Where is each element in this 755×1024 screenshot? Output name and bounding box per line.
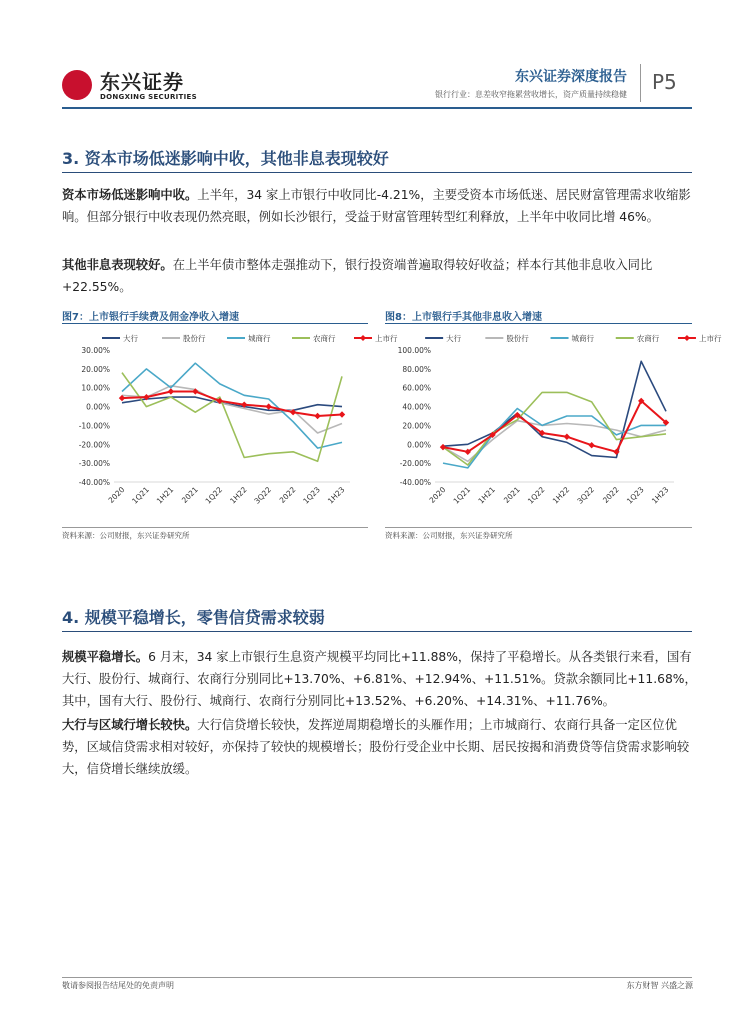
data-point-marker: [168, 388, 174, 394]
figure-7-source-rule: [62, 527, 368, 528]
y-tick-label: 10.00%: [81, 383, 110, 393]
x-tick-label: 1H22: [550, 485, 572, 506]
y-tick-label: 0.00%: [407, 440, 431, 450]
para-text: 大行信贷增长较快，发挥逆周期稳增长的头雁作用；上市城商行、农商行具备一定区位优势，区域信贷需求相对较好，亦保持了较快的规模增长；股份行受企业中长期、居民按揭和消费贷等信贷需求影响较大，信贷增长继续放缓。: [62, 718, 690, 776]
legend-label-0: 大行: [123, 334, 138, 343]
para-text: 上半年，34 家上市银行中收同比-4.21%，主要受资本市场低迷、居民财富管理需求收缩影响。但部分银行中收表现仍然亮眼，例如长沙银行，受益于财富管理转型红利释放，上半年中收同比增 46%。: [62, 188, 691, 224]
figure-8-source-rule: [385, 527, 692, 528]
y-tick-label: 100.00%: [397, 346, 431, 355]
x-tick-label: 1Q22: [525, 485, 547, 506]
legend-marker: [360, 335, 366, 341]
legend-label-4: 上市行: [698, 334, 722, 343]
figure-8-source: 资料来源：公司财报，东兴证券研究所: [385, 531, 513, 540]
legend-marker: [684, 335, 690, 341]
y-tick-label: 20.00%: [81, 364, 110, 374]
y-tick-label: -20.00%: [78, 440, 110, 450]
figure-8-chart: [385, 328, 722, 526]
x-tick-label: 2020: [106, 485, 127, 505]
legend-label-0: 大行: [446, 334, 462, 343]
x-tick-label: 1H22: [228, 485, 249, 506]
x-tick-label: 3Q22: [575, 485, 597, 506]
x-tick-label: 1Q23: [624, 485, 646, 506]
y-tick-label: -40.00%: [78, 478, 110, 487]
x-tick-label: 1H23: [325, 485, 347, 506]
footer-disclaimer: 敬请参阅报告结尾处的免责声明: [62, 981, 174, 990]
figure-7-title: 图7：上市银行手续费及佣金净收入增速: [62, 312, 239, 323]
section-3-title: 3. 资本市场低迷影响中收，其他非息表现较好: [62, 149, 389, 168]
y-tick-label: -30.00%: [78, 459, 110, 469]
header-rule: [62, 107, 692, 109]
legend-label-3: 农商行: [636, 334, 660, 343]
legend-label-2: 城商行: [248, 334, 271, 343]
para-lead: 其他非息表现较好。: [62, 258, 173, 272]
y-tick-label: 0.00%: [86, 402, 110, 412]
figure-8-title: 图8：上市银行手其他非息收入增速: [385, 312, 542, 323]
page-number: P5: [652, 70, 677, 94]
para-text: 在上半年债市整体走强推动下，银行投资端普遍取得较好收益；样本行其他非息收入同比+22.55%。: [62, 258, 653, 294]
x-tick-label: 1H21: [154, 485, 176, 506]
legend-label-1: 股份行: [183, 334, 206, 343]
y-tick-label: 80.00%: [402, 364, 431, 374]
section-3-paragraph-1: [62, 184, 698, 228]
y-tick-label: -40.00%: [399, 478, 431, 487]
header-divider: [640, 64, 641, 102]
report-subtitle: 银行行业：息差收窄拖累营收增长，资产质量持续稳健: [435, 90, 627, 99]
y-tick-label: 20.00%: [402, 421, 431, 431]
x-tick-label: 1Q23: [301, 485, 322, 506]
data-point-marker: [339, 411, 345, 417]
para-lead: 大行与区域行增长较快。: [62, 718, 198, 732]
data-point-marker: [588, 442, 594, 448]
x-tick-label: 1Q22: [203, 485, 225, 506]
company-logo-icon: [62, 70, 92, 100]
x-tick-label: 3Q22: [252, 485, 274, 506]
para-lead: 规模平稳增长。: [62, 650, 149, 664]
footer-rule: [62, 977, 692, 978]
report-title: 东兴证券深度报告: [515, 69, 627, 85]
logo-chinese-name: 东兴证券: [100, 70, 184, 94]
legend-label-1: 股份行: [506, 334, 529, 343]
figure-7-source: 资料来源：公司财报，东兴证券研究所: [62, 531, 190, 540]
legend-label-2: 城商行: [571, 334, 595, 343]
legend-label-3: 农商行: [313, 334, 336, 343]
para-text: 6 月末，34 家上市银行生息资产规模平均同比+11.88%，保持了平稳增长。从各类银行来看，国有大行、股份行、城商行、农商行分别同比+13.70%、+6.81%、+12.94%、+11.51%。贷款余额同比+11.68%，其中，国有大行、股份行、城商行、农商行分别同比+13.52%、+6.20%、+14.31%、+11.76%。: [62, 650, 697, 708]
footer-slogan: 东方财智 兴盛之源: [626, 981, 693, 990]
section-4-paragraph-1: [62, 646, 698, 712]
para-lead: 资本市场低迷影响中收。: [62, 188, 198, 202]
section-3-rule: [62, 172, 692, 173]
series-line-3: [122, 373, 342, 462]
y-tick-label: 60.00%: [402, 383, 431, 393]
x-tick-label: 1Q21: [130, 485, 151, 506]
data-point-marker: [564, 434, 570, 440]
figure-8-rule: [385, 323, 692, 324]
section-3-paragraph-2: [62, 254, 698, 298]
y-tick-label: 30.00%: [81, 346, 110, 355]
series-line-0: [443, 361, 666, 457]
y-tick-label: -20.00%: [399, 459, 431, 469]
x-tick-label: 2021: [501, 485, 522, 505]
data-point-marker: [265, 403, 271, 409]
y-tick-label: -10.00%: [78, 421, 110, 431]
logo-english-name: DONGXING SECURITIES: [100, 93, 197, 101]
section-4-paragraph-2: [62, 714, 698, 780]
figure-7-rule: [62, 323, 368, 324]
section-4-rule: [62, 631, 692, 632]
x-tick-label: 2022: [600, 485, 621, 505]
x-tick-label: 1Q21: [451, 485, 473, 506]
series-line-4: [443, 401, 666, 452]
x-tick-label: 2020: [427, 485, 448, 505]
data-point-marker: [314, 413, 320, 419]
x-tick-label: 1H23: [649, 485, 671, 506]
legend-label-4: 上市行: [375, 334, 398, 343]
x-tick-label: 1H21: [476, 485, 497, 506]
x-tick-label: 2022: [277, 485, 298, 505]
y-tick-label: 40.00%: [402, 402, 431, 412]
x-tick-label: 2021: [179, 485, 200, 505]
figure-7-chart: [62, 328, 398, 526]
section-4-title: 4. 规模平稳增长，零售信贷需求较弱: [62, 608, 325, 627]
